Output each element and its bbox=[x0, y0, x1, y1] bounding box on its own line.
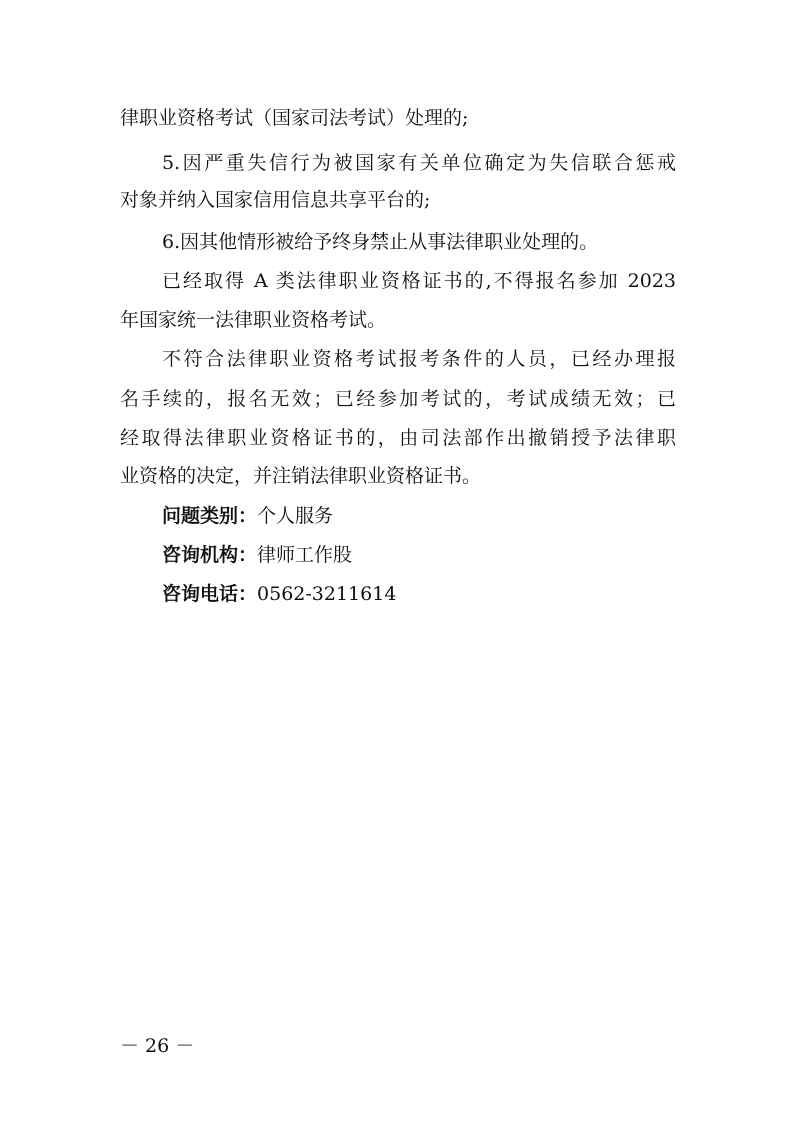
agency-value: 律师工作股 bbox=[257, 544, 353, 566]
body-line-7: 不符合法律职业资格考试报考条件的人员，已经办理报 bbox=[162, 348, 676, 370]
body-line-9: 经取得法律职业资格证书的，由司法部作出撤销授予法律职 bbox=[120, 427, 676, 449]
body-line-5: 已经取得 A 类法律职业资格证书的,不得报名参加 2023 bbox=[162, 270, 676, 292]
phone-value: 0562-3211614 bbox=[257, 583, 397, 605]
phone-label: 咨询电话： bbox=[162, 583, 258, 605]
body-line-3: 对象并纳入国家信用信息共享平台的; bbox=[120, 189, 431, 211]
body-line-4: 6.因其他情形被给予终身禁止从事法律职业处理的。 bbox=[162, 231, 599, 253]
page-number: － 26 － bbox=[120, 1035, 195, 1057]
info-phone bbox=[162, 581, 676, 607]
body-line-10: 业资格的决定，并注销法律职业资格证书。 bbox=[120, 465, 482, 487]
body-line-8: 名手续的，报名无效；已经参加考试的，考试成绩无效；已 bbox=[120, 388, 676, 410]
category-value: 个人服务 bbox=[257, 505, 334, 527]
info-agency bbox=[162, 542, 676, 568]
info-category bbox=[162, 503, 676, 529]
body-line-2: 5.因严重失信行为被国家有关单位确定为失信联合惩戒 bbox=[162, 152, 676, 174]
agency-label: 咨询机构： bbox=[162, 544, 258, 566]
body-line-6: 年国家统一法律职业资格考试。 bbox=[120, 309, 387, 331]
body-line-1: 律职业资格考试（国家司法考试）处理的; bbox=[120, 107, 469, 129]
category-label: 问题类别： bbox=[162, 505, 258, 527]
